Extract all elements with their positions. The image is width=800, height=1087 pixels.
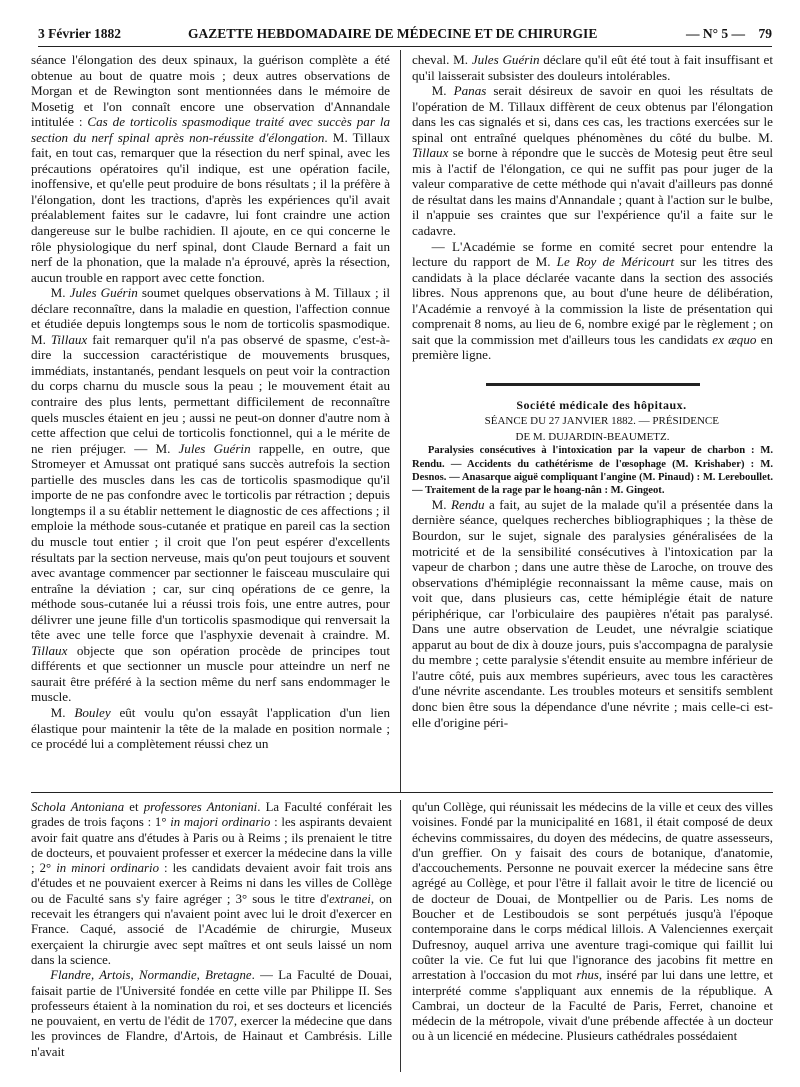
italic-text: Jules Guérin xyxy=(69,285,138,301)
italic-text: Schola Antoniana xyxy=(31,800,125,814)
header-rule xyxy=(38,46,772,47)
italic-text: Jules Guérin xyxy=(178,440,251,456)
paragraph xyxy=(412,239,773,363)
left-column-bottom xyxy=(31,800,392,1070)
column-divider-bottom xyxy=(400,800,401,1072)
italic-text: Bouley xyxy=(74,704,111,720)
seance-line-1: SÉANCE DU 27 JANVIER 1882. — PRÉSIDENCE xyxy=(484,415,719,428)
text-run: M. xyxy=(50,704,75,720)
italic-text: Tillaux xyxy=(50,331,88,347)
italic-text: Tillaux xyxy=(412,145,449,161)
text-run: : les candidats devaient avoir fait trois ans d'études et ne pouvaient exercer à Reims ni dans les villes de Collège ou de Faculté sans s'y faire agréger ; 3° sous le titre d' xyxy=(31,861,392,906)
italic-text: Jules Guérin xyxy=(471,52,540,67)
paragraph xyxy=(31,52,390,285)
italic-text: Panas xyxy=(453,83,487,99)
italic-text: extranei xyxy=(328,891,371,906)
text-run: qu'un Collège, qui réunissait les médecins de la ville et ceux des villes voisines. Fondé par la municipalité en 1681, il était composé de deux échevins commissaires, du doyen des médecins, de quatre assesseurs, d'un greffier. On y faisait des cours de botanique, d'anatomie, d'accouchements. Personne ne pouvait exercer la médecine sans être agrégé au Collège, et pour l'être il fallait avoir le titre de licencié ou de docteur de Douai, de Montpellier ou de Paris. Les noms de Boucher et de Lestiboudois se sont perpétués jusqu'à l'époque contemporaine dans le corps médical lillois. A Valenciennes exerçait Dufresnoy, auquel arriva une aventure tragi-comique qui faillit lui coûter la vie. Ce fut lui que l'ignorance des jacobins fit mettre en arrestation à l'occasion du mot xyxy=(412,800,773,983)
text-run: cheval. M. xyxy=(412,52,472,67)
left-column-top xyxy=(31,52,390,790)
feuilleton-rule xyxy=(31,792,773,793)
italic-text: ex æquo xyxy=(712,331,757,347)
italic-text: Flandre, Artois, Normandie, Bretagne xyxy=(50,968,252,983)
italic-text: professores Antoniani xyxy=(143,800,258,814)
text-run: M. xyxy=(431,83,454,99)
text-run: se borne à répondre que le succès de Motesig peut être seul mis à l'actif de l'élongation, ce qui ne suffit pas pour juger de la valeur comparative de cette méthode qui n'avait d'ailleurs pas donné de résultat dans les mains d'Annandale ; quant à l'action sur le bulbe, il n'appuie ses craintes que sur l'expérience qu'il a faite sur le cadavre. xyxy=(412,145,773,239)
italic-text: Le Roy de Méricourt xyxy=(556,254,675,270)
text-run: et xyxy=(124,800,144,814)
page-header xyxy=(38,24,772,48)
text-run: : les aspirants devaient avoir fait quatre ans d'études à Paris ou à Reims ; ils prenaient le titre de docteurs, et pouvaient professer et exercer la médecine dans la ville ; 2° xyxy=(31,815,392,876)
paragraph xyxy=(31,800,392,968)
paragraph xyxy=(412,83,773,238)
text-run: serait désireux de savoir en quoi les résultats de l'opération de M. Tillaux diffèrent de ceux obtenus par l'élongation dans les cas signalés et si, dans ces cas, les tractions exercées sur le spinal ont entraîné quelques phénomènes du côté du bulbe. M. xyxy=(412,83,773,145)
text-run: objecte que son opération procède de principes tout différents et que sectionner un muscle pour atteindre un nerf ne saurait être préféré à la section même du nerf sans endommager le muscle. xyxy=(31,642,390,705)
right-column-top xyxy=(412,52,773,790)
text-run: , on recevait les étrangers qui n'avaient point avec lui le droit d'exercer en France. Caqué, associé de l'Académie de chirurgie, Museux exerçaient la chirurgie avec sept maîtres et ont seuls laissé un nom dans la science. xyxy=(31,891,392,967)
text-run: . — La Faculté de Douai, faisait partie de l'Université fondée en cette ville par Philippe II. Ses professeurs étaient à la nomination du roi, et ses docteurs et licenciés ne pouvaient, en vertu de l'édit de 1707, exercer la médecine que dans les provinces de Flandre, d'Artois, de Hainaut et Cambrésis. Lille n'avait xyxy=(31,968,392,1059)
text-run: fait remarquer qu'il n'a pas observé de spasme, c'est-à-dire la succession caractéristique de mouvements brusques, immédiats, instantanés, pendant lesquels on peut voir la contraction du corps charnu du muscle sous la peau ; le mouvement était au contraire des plus lents, permettant difficilement de reconnaître quels muscles étaient en jeu ; aussi ne peut-on donner d'autre nom à cette affection que celui de torticolis fonctionnel, qui a le mérite de ne rien préjuger. — M. xyxy=(31,331,390,456)
text-run: a fait, au sujet de la malade qu'il a présentée dans la dernière séance, quelques recherches bibliographiques ; la thèse de Bourdon, sur le sujet, signale des paralysies généralisées de la motricité et de la sensibilité consécutives à l'intoxication par la vapeur de charbon ; dans une autre thèse de Laroche, on trouve des observations d'hémiplégie reconnaissant la même cause, mais on voit que, dans plusieurs cas, cette hémiplégie était de nature périphérique, car l'orbiculaire des paupières n'était pas paralysé. Dans une autre observation de Leudet, une névralgie sciatique apparut au bout de dix à douze jours, puis s'accompagna de paralysie du membre ; cette paralysie s'étendit ensuite au membre inférieur de l'autre côté, puis aux membres supérieurs, avec tous les caractères d'une névrite ascendante. Les troubles moteurs et sensitifs semblent donc bien être sous la dépendance d'une névrite ; mais celle-ci est-elle d'origine péri- xyxy=(412,496,773,730)
text-run: en première ligne. xyxy=(412,331,773,363)
journal-title: GAZETTE HEBDOMADAIRE DE MÉDECINE ET DE CHIRURGIE xyxy=(188,26,598,41)
text-run: , inséré par lui dans une lettre, et interprété comme s'appliquant aux ennemis de la république. A Cambrai, un docteur de la Faculté de Paris, Ferret, chanoine et médecin de la métropole, vivait d'une prébende affectée à un docteur ou à un licencié en médecine. Plusieurs cathédrales possédaient xyxy=(412,968,773,1044)
column-divider-top xyxy=(400,50,401,792)
italic-text: Rendu xyxy=(451,496,485,512)
text-run: M. xyxy=(431,496,452,512)
right-column-bottom xyxy=(412,800,773,1070)
italic-text: rhus xyxy=(576,968,599,983)
text-run: soumet quelques observations à M. Tillaux ; il déclare reconnaître, dans la maladie en question, l'affection connue et étudiée depuis longtemps sous le nom de torticolis spasmodique. M. xyxy=(31,285,390,347)
text-run: séance l'élongation des deux spinaux, la guérison complète a été obtenue au bout de quatre mois ; deux autres observations de Morgan et de Rewington sont mentionnées dans le mémoire de Mosetig et l'on connaît encore une observation d'Annandale intitulée : xyxy=(31,52,390,130)
issue-date: 3 Février 1882 xyxy=(38,26,121,41)
paragraph xyxy=(31,968,392,1060)
issue-and-page xyxy=(686,26,772,42)
society-title: Société médicale des hôpitaux. xyxy=(516,397,687,412)
paragraph xyxy=(412,52,773,83)
text-run: sur les titres des candidats à la place déclarée vacante dans la section des associés libres. Nous apprenons que, au bout d'une heure de délibération, l'Académie a renvoyé à la commission la liste de présentation qui comprenait 8 noms, au lieu de 6, nombre exigé par le règlement ; on sait que la commission met d'ailleurs tous les candidats xyxy=(412,254,773,347)
section-separator xyxy=(486,383,700,386)
paragraph xyxy=(412,497,773,730)
text-run: . La Faculté conférait les grades de trois façons : 1° xyxy=(31,800,392,830)
italic-text: in majori ordinario xyxy=(170,815,271,830)
text-run: déclare qu'il eût été tout à fait insuffisant et qu'il laisserait subsister des douleurs intolérables. xyxy=(412,52,773,83)
rendu-report xyxy=(412,497,773,730)
paragraph xyxy=(31,285,390,705)
italic-text: Tillaux xyxy=(31,642,68,658)
text-run: . M. Tillaux fait, en tout cas, remarquer que la résection du nerf spinal, avec les précautions opératoires qu'il indique, est une opération facile, inoffensive, et qu'elle peut produire de bons résultats ; il la préfère à l'élongation, dont les tractions, d'après les expériences qu'il avait préalablement faites sur le cadavre, lui font craindre une action dangereuse sur le bulbe rachidien. Il ajoute, en ce qui concerne le rôle physiologique du nerf spinal, dont Claude Bernard a fait un nerf de la phonation, que la malade n'a éprouvé, après la résection, aucun trouble en rapport avec cette fonction. xyxy=(31,129,390,285)
italic-text: in minori ordinario xyxy=(56,861,159,876)
session-summary: Paralysies consécutives à l'intoxication par la vapeur de charbon : M. Rendu. — Accidents du cathétérisme de l'œsophage (M. Krishaber) : M. Desnos. — Anasarque aiguë compliquant l'angine (M. Pinaud) : M. Lereboullet. — Traitement de la rage par le hoang-nân : M. Gingeot. xyxy=(412,445,773,496)
academie-continuation xyxy=(412,52,773,363)
issue-number: — N° 5 — xyxy=(685,26,745,41)
page-number: 79 xyxy=(758,26,772,41)
paragraph xyxy=(412,800,773,1045)
text-run: eût voulu qu'on essayât l'application d'un lien élastique pour maintenir la tête de la malade en position normale ; ce procédé lui a complètement réussi chez un xyxy=(31,704,390,752)
text-run: — L'Académie se forme en comité secret pour entendre la lecture du rapport de M. xyxy=(412,238,773,270)
italic-text: Cas de torticolis spasmodique traité avec succès par la section du nerf spinal après non-réussite d'élongation xyxy=(31,114,390,145)
paragraph xyxy=(31,705,390,752)
text-run: rappelle, en outre, que Stromeyer et Amussat ont pratiqué sans succès autrefois la section partielle des muscles dans les cas de torticolis spasmodique qu'il importe de ne pas confondre avec le torticolis par rétraction ; depuis longtemps il a su établir nettement le diagnostic de ces affections ; il emploie la méthode sous-cutanée et pratique en pareil cas la section du muscle tout entier ; il croit que l'on peut espérer d'excellents résultats par la section nerveuse, mais qu'on peut toujours et souvent avec avantage commencer par sectionner le faisceau musculaire qui entraîne la déviation ; car, sur cinq opérations de ce genre, la méthode sous-cutanée lui a réussi trois fois, une entre autres, pour délivrer une jeune fille d'un torticolis spasmodique qui renversait la tête avec une telle force que l'asphyxie devenait à craindre. M. xyxy=(31,440,390,643)
seance-heading xyxy=(412,413,773,444)
seance-line-2: DE M. DUJARDIN-BEAUMETZ. xyxy=(515,430,670,443)
text-run: M. xyxy=(50,285,70,301)
